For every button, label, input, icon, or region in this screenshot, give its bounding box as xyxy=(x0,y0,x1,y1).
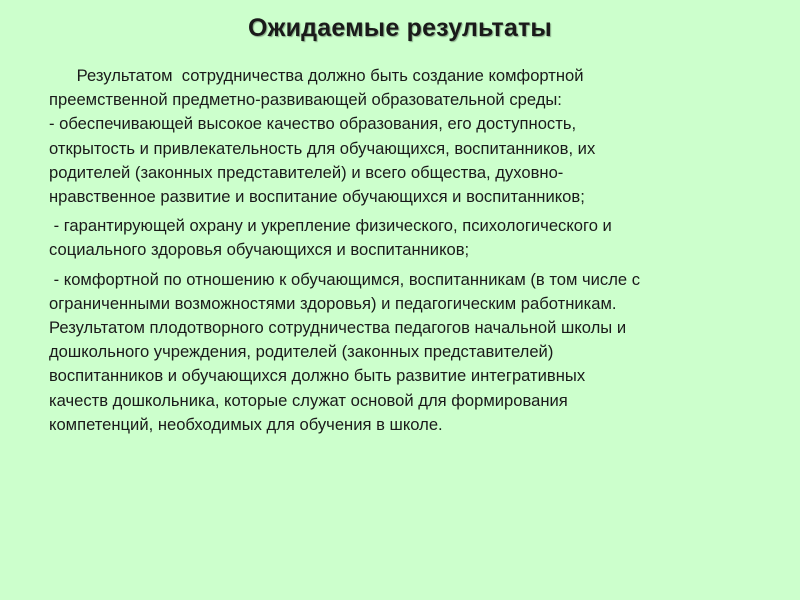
text-line: Результатом плодотворного сотрудничества педагогов начальной школы и xyxy=(49,318,627,338)
text-line: дошкольного учреждения, родителей (законных представителей) xyxy=(49,342,554,362)
text-line: социального здоровья обучающихся и воспитанников; xyxy=(49,240,470,260)
text-line: воспитанников и обучающихся должно быть развитие интегративных xyxy=(49,366,586,386)
text-line: - гарантирующей охрану и укрепление физического, психологического и xyxy=(49,216,612,236)
slide-body xyxy=(49,64,769,437)
slide-title: Ожидаемые результаты xyxy=(248,14,552,42)
text-line: компетенций, необходимых для обучения в школе. xyxy=(49,414,443,434)
text-line: ограниченными возможностями здоровья) и педагогическим работникам. xyxy=(49,293,617,313)
text-line: преемственной предметно-развивающей образовательной среды: xyxy=(49,90,562,110)
text-line: качеств дошкольника, которые служат основой для формирования xyxy=(49,390,568,410)
text-line: нравственное развитие и воспитание обучающихся и воспитанников; xyxy=(49,187,585,207)
text-line: открытость и привлекательность для обучающихся, воспитанников, их xyxy=(49,138,596,158)
text-line: - обеспечивающей высокое качество образования, его доступность, xyxy=(49,114,577,134)
paragraph-comfort xyxy=(49,268,769,437)
text-line: Результатом сотрудничества должно быть создание комфортной xyxy=(49,66,584,85)
text-line: родителей (законных представителей) и всего общества, духовно- xyxy=(49,162,564,182)
text-line: - комфортной по отношению к обучающимся, воспитанникам (в том числе с xyxy=(49,269,641,289)
paragraph-intro xyxy=(49,64,769,209)
paragraph-health xyxy=(49,214,769,262)
